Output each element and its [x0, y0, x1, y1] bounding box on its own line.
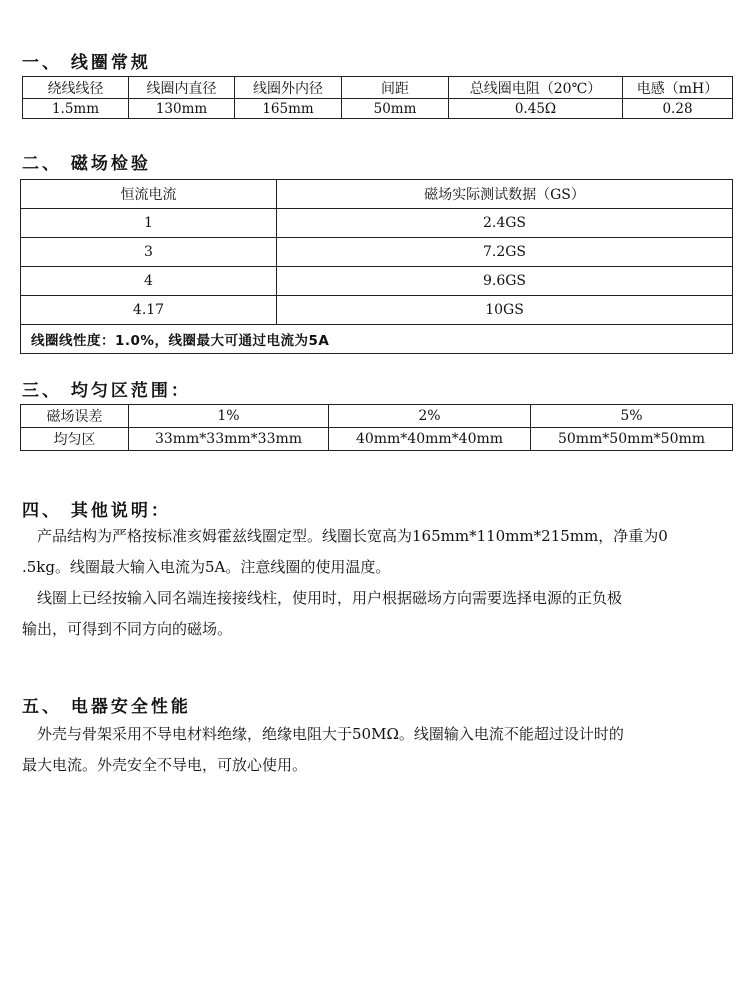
paragraph-line: .5kg。线圈最大输入电流为5A。注意线圈的使用温度。 — [22, 558, 391, 576]
uniform-region-table — [20, 404, 733, 451]
table-row — [21, 325, 733, 354]
section1-heading: 一、 线圈常规 — [22, 53, 151, 73]
table-row — [21, 180, 733, 209]
current-cell: 4 — [21, 267, 277, 296]
field-cell: 7.2GS — [277, 238, 733, 267]
value-cell: 130mm — [129, 99, 235, 119]
header-cell: 1% — [129, 405, 329, 428]
header-cell: 总线圈电阻（20℃） — [449, 77, 623, 99]
table-row — [21, 296, 733, 325]
field-cell: 2.4GS — [277, 209, 733, 238]
header-cell: 线圈内直径 — [129, 77, 235, 99]
header-cell: 绕线线径 — [23, 77, 129, 99]
paragraph-line: 最大电流。外壳安全不导电，可放心使用。 — [22, 756, 308, 774]
table-row — [21, 267, 733, 296]
header-cell: 恒流电流 — [21, 180, 277, 209]
coil-spec-table — [22, 76, 733, 119]
magnetic-field-test-table — [20, 179, 733, 354]
value-cell: 1.5mm — [23, 99, 129, 119]
table-row — [21, 428, 733, 451]
table-row — [21, 209, 733, 238]
paragraph-line: 线圈上已经按输入同名端连接接线柱，使用时，用户根据磁场方向需要选择电源的正负极 — [22, 589, 623, 607]
field-cell: 9.6GS — [277, 267, 733, 296]
value-cell: 165mm — [235, 99, 342, 119]
paragraph-line: 外壳与骨架采用不导电材料绝缘，绝缘电阻大于50MΩ。线圈输入电流不能超过设计时的 — [22, 725, 624, 743]
table-row — [21, 405, 733, 428]
value-cell: 40mm*40mm*40mm — [329, 428, 531, 451]
header-cell: 磁场实际测试数据（GS） — [277, 180, 733, 209]
paragraph-line: 产品结构为严格按标准亥姆霍兹线圈定型。线圈长宽高为165mm*110mm*215mm，净重为0 — [22, 527, 668, 545]
section2-heading: 二、 磁场检验 — [22, 154, 151, 174]
current-cell: 4.17 — [21, 296, 277, 325]
other-notes-paragraph — [22, 521, 732, 645]
section4-heading: 四、 其他说明： — [22, 501, 171, 521]
value-cell: 0.45Ω — [449, 99, 623, 119]
table-row — [21, 238, 733, 267]
header-cell: 2% — [329, 405, 531, 428]
current-cell: 1 — [21, 209, 277, 238]
section3-heading: 三、 均匀区范围： — [22, 381, 191, 401]
linearity-note: 线圈线性度：1.0%，线圈最大可通过电流为5A — [21, 325, 733, 354]
value-cell: 50mm — [342, 99, 449, 119]
electrical-safety-paragraph — [22, 719, 732, 781]
value-cell: 均匀区 — [21, 428, 129, 451]
value-cell: 0.28 — [623, 99, 733, 119]
value-cell: 50mm*50mm*50mm — [531, 428, 733, 451]
table-row — [23, 99, 733, 119]
paragraph-line: 输出，可得到不同方向的磁场。 — [22, 620, 233, 638]
header-cell: 间距 — [342, 77, 449, 99]
value-cell: 33mm*33mm*33mm — [129, 428, 329, 451]
field-cell: 10GS — [277, 296, 733, 325]
header-cell: 电感（mH） — [623, 77, 733, 99]
header-cell: 磁场误差 — [21, 405, 129, 428]
header-cell: 线圈外内径 — [235, 77, 342, 99]
table-row — [23, 77, 733, 99]
current-cell: 3 — [21, 238, 277, 267]
header-cell: 5% — [531, 405, 733, 428]
section5-heading: 五、 电器安全性能 — [22, 697, 191, 717]
